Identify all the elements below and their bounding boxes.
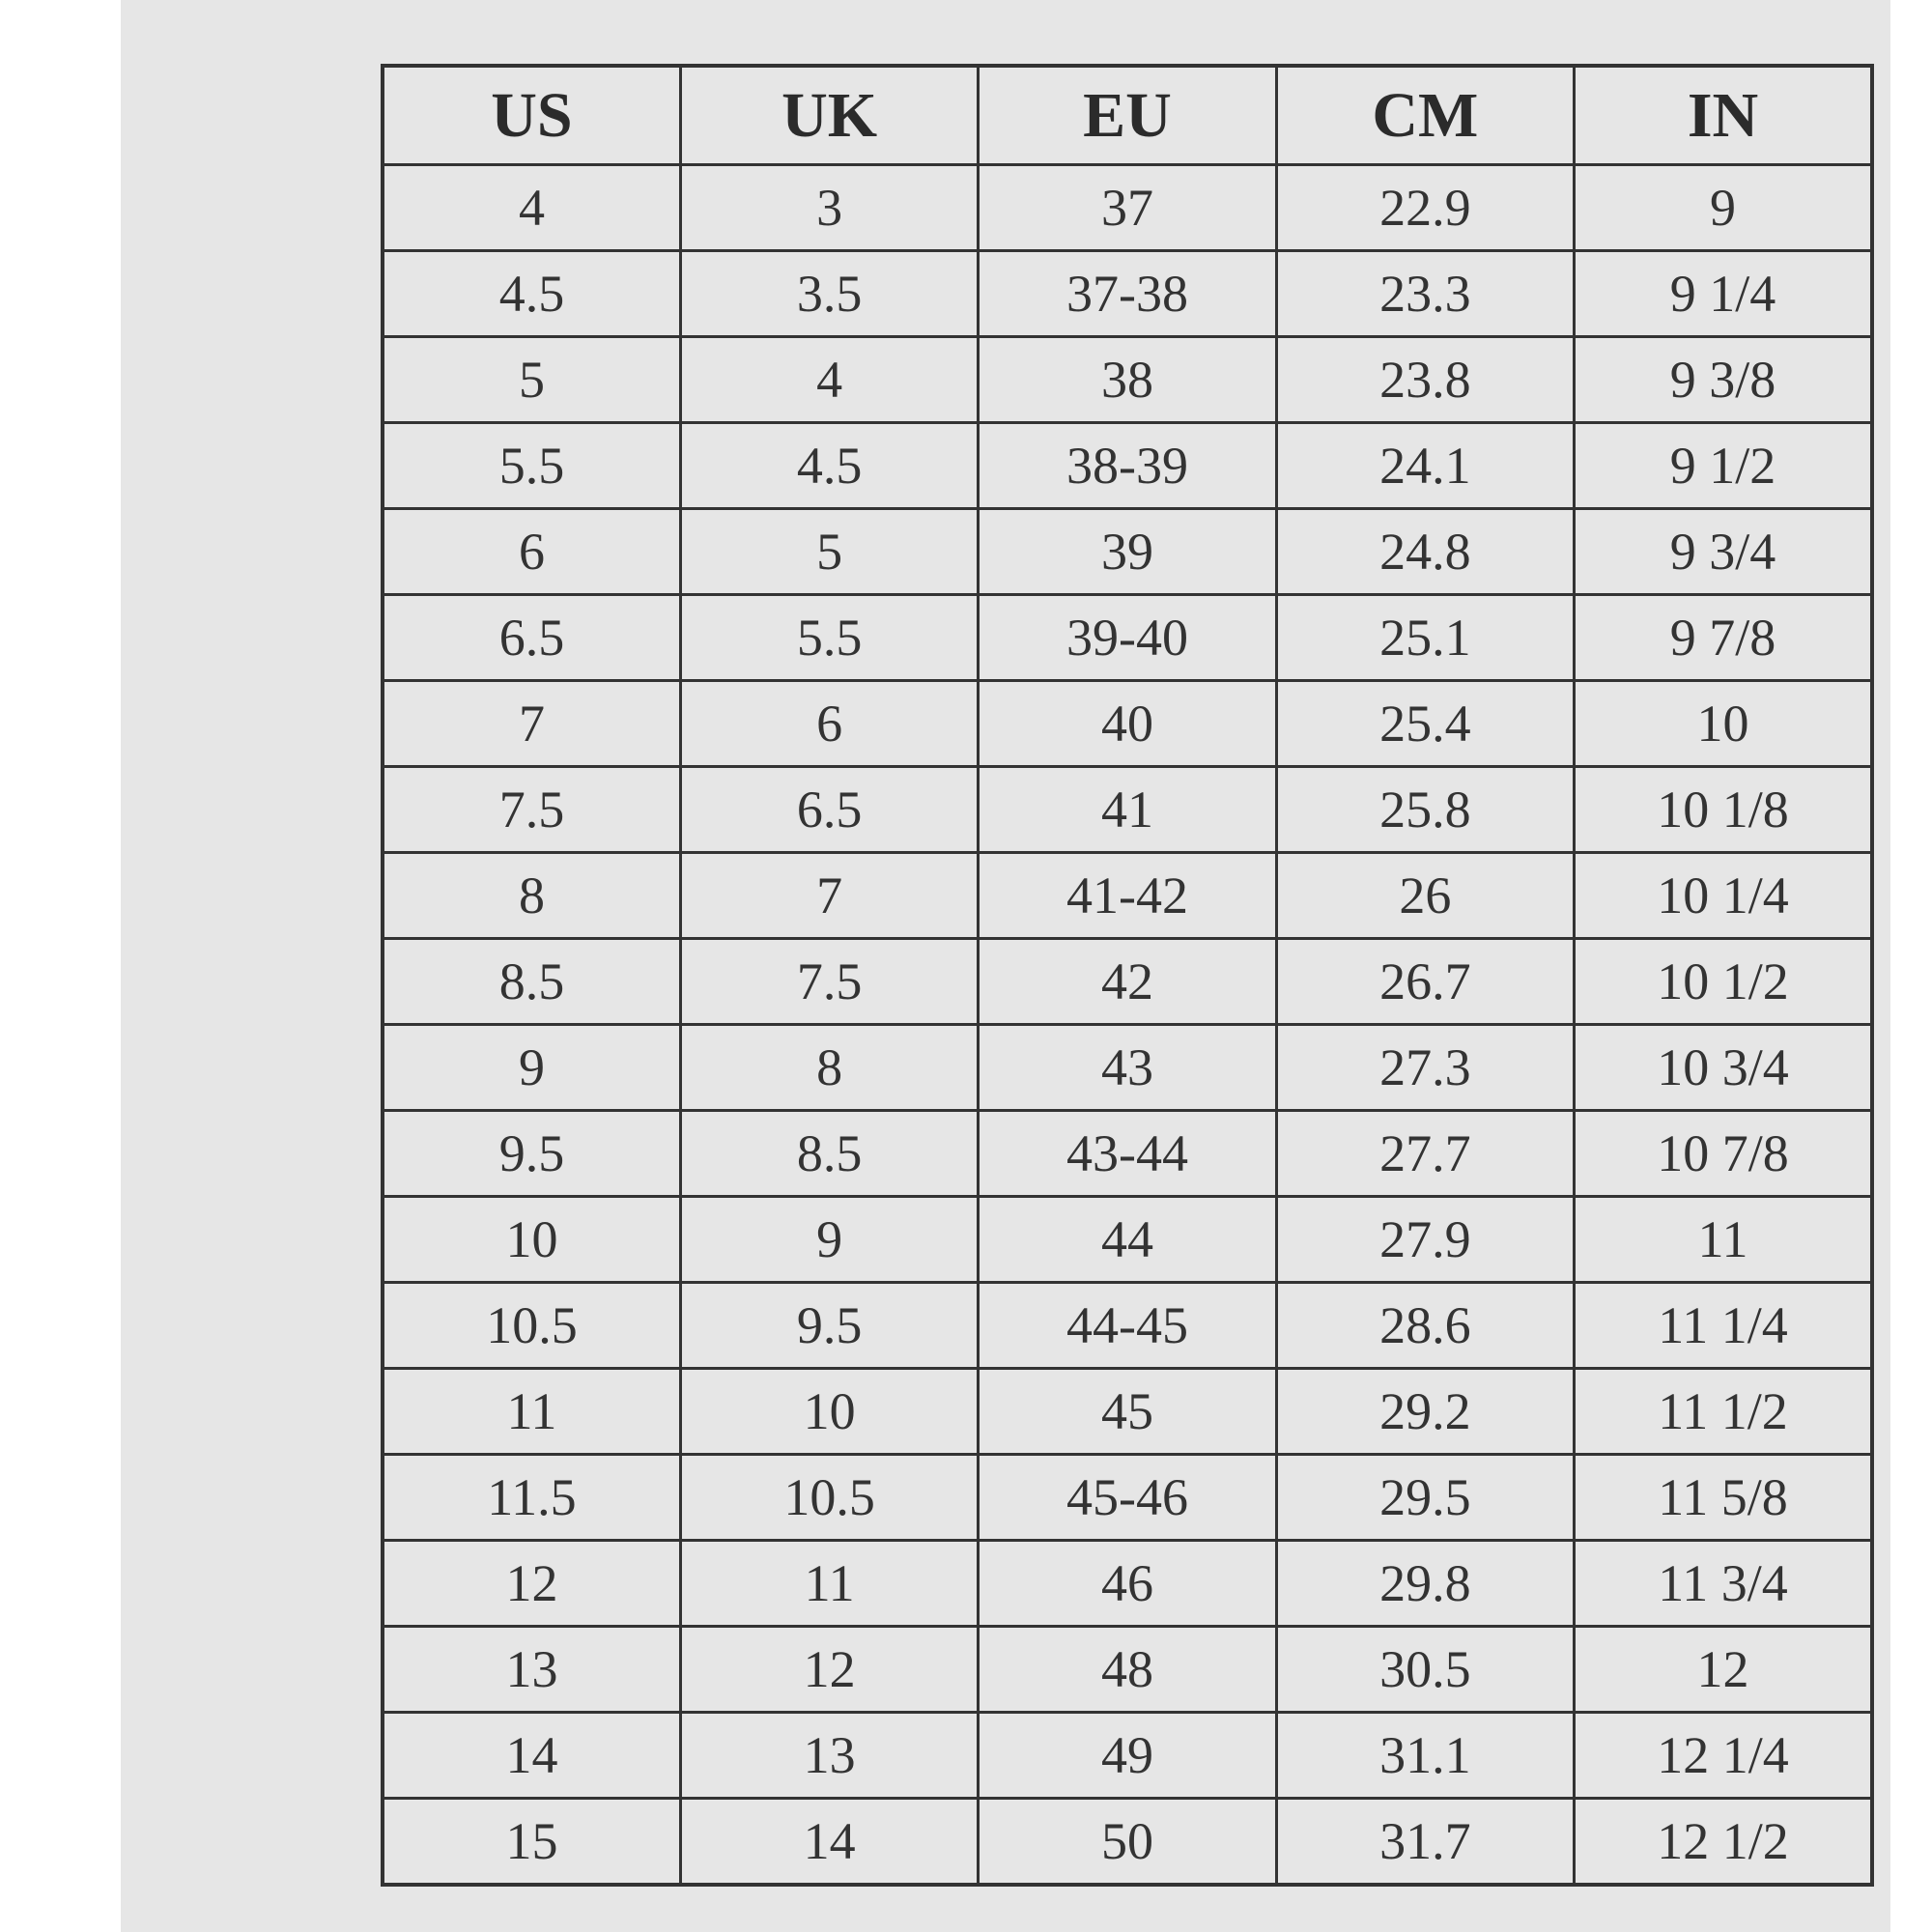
size-cell-cm: 24.1	[1276, 423, 1574, 509]
size-cell-uk: 8.5	[680, 1111, 978, 1197]
size-cell-eu: 43	[979, 1025, 1276, 1111]
size-cell-in: 11 5/8	[1575, 1455, 1872, 1541]
size-cell-cm: 29.2	[1276, 1369, 1574, 1455]
size-cell-cm: 27.7	[1276, 1111, 1574, 1197]
size-cell-eu: 41	[979, 767, 1276, 853]
size-cell-eu: 45-46	[979, 1455, 1276, 1541]
size-cell-uk: 8	[680, 1025, 978, 1111]
size-cell-in: 10	[1575, 681, 1872, 767]
size-cell-us: 7	[383, 681, 680, 767]
size-cell-eu: 41-42	[979, 853, 1276, 939]
size-cell-eu: 44-45	[979, 1283, 1276, 1369]
size-cell-us: 6	[383, 509, 680, 595]
size-cell-eu: 38-39	[979, 423, 1276, 509]
header-row	[383, 66, 1872, 165]
column-header-cm: CM	[1276, 66, 1574, 165]
table-row	[383, 337, 1872, 423]
size-cell-us: 10	[383, 1197, 680, 1283]
size-cell-eu: 37-38	[979, 251, 1276, 337]
size-cell-eu: 50	[979, 1799, 1276, 1886]
size-cell-in: 9	[1575, 165, 1872, 251]
size-cell-us: 10.5	[383, 1283, 680, 1369]
size-cell-uk: 5.5	[680, 595, 978, 681]
size-cell-cm: 26.7	[1276, 939, 1574, 1025]
column-header-in: IN	[1575, 66, 1872, 165]
size-cell-eu: 37	[979, 165, 1276, 251]
size-cell-uk: 3.5	[680, 251, 978, 337]
size-cell-cm: 25.1	[1276, 595, 1574, 681]
size-cell-uk: 7.5	[680, 939, 978, 1025]
size-cell-eu: 40	[979, 681, 1276, 767]
size-cell-us: 6.5	[383, 595, 680, 681]
size-cell-us: 11.5	[383, 1455, 680, 1541]
size-cell-cm: 23.3	[1276, 251, 1574, 337]
size-cell-uk: 10.5	[680, 1455, 978, 1541]
size-cell-us: 5.5	[383, 423, 680, 509]
column-header-us: US	[383, 66, 680, 165]
size-cell-in: 10 1/4	[1575, 853, 1872, 939]
table-row	[383, 939, 1872, 1025]
size-cell-uk: 9	[680, 1197, 978, 1283]
size-cell-cm: 27.3	[1276, 1025, 1574, 1111]
size-cell-us: 4	[383, 165, 680, 251]
size-cell-uk: 11	[680, 1541, 978, 1627]
size-cell-in: 11 1/4	[1575, 1283, 1872, 1369]
size-cell-us: 12	[383, 1541, 680, 1627]
table-row	[383, 251, 1872, 337]
size-cell-uk: 6.5	[680, 767, 978, 853]
size-cell-eu: 39	[979, 509, 1276, 595]
size-cell-uk: 6	[680, 681, 978, 767]
size-cell-eu: 39-40	[979, 595, 1276, 681]
table-row	[383, 595, 1872, 681]
size-cell-cm: 31.1	[1276, 1713, 1574, 1799]
table-header	[383, 66, 1872, 165]
size-cell-us: 9	[383, 1025, 680, 1111]
table-body	[383, 165, 1872, 1886]
size-cell-us: 11	[383, 1369, 680, 1455]
size-cell-cm: 25.8	[1276, 767, 1574, 853]
size-cell-eu: 46	[979, 1541, 1276, 1627]
size-cell-cm: 31.7	[1276, 1799, 1574, 1886]
size-cell-uk: 4	[680, 337, 978, 423]
table-row	[383, 423, 1872, 509]
size-cell-eu: 43-44	[979, 1111, 1276, 1197]
table-row	[383, 1799, 1872, 1886]
size-cell-uk: 10	[680, 1369, 978, 1455]
table-row	[383, 1541, 1872, 1627]
size-cell-cm: 28.6	[1276, 1283, 1574, 1369]
size-cell-us: 5	[383, 337, 680, 423]
size-cell-in: 12 1/2	[1575, 1799, 1872, 1886]
size-cell-cm: 27.9	[1276, 1197, 1574, 1283]
table-row	[383, 1713, 1872, 1799]
table-row	[383, 1197, 1872, 1283]
size-cell-uk: 5	[680, 509, 978, 595]
size-cell-uk: 14	[680, 1799, 978, 1886]
size-cell-in: 9 7/8	[1575, 595, 1872, 681]
size-cell-in: 10 7/8	[1575, 1111, 1872, 1197]
table-row	[383, 853, 1872, 939]
size-cell-eu: 48	[979, 1627, 1276, 1713]
shoe-size-table	[381, 64, 1874, 1887]
table-row	[383, 681, 1872, 767]
size-cell-cm: 24.8	[1276, 509, 1574, 595]
size-cell-us: 4.5	[383, 251, 680, 337]
size-cell-eu: 49	[979, 1713, 1276, 1799]
column-header-uk: UK	[680, 66, 978, 165]
size-cell-cm: 25.4	[1276, 681, 1574, 767]
size-cell-us: 9.5	[383, 1111, 680, 1197]
size-cell-us: 7.5	[383, 767, 680, 853]
size-chart-panel	[121, 0, 1890, 1932]
table-row	[383, 1111, 1872, 1197]
size-cell-in: 10 1/8	[1575, 767, 1872, 853]
size-cell-uk: 4.5	[680, 423, 978, 509]
table-row	[383, 767, 1872, 853]
table-row	[383, 1455, 1872, 1541]
size-cell-cm: 23.8	[1276, 337, 1574, 423]
size-cell-uk: 3	[680, 165, 978, 251]
table-row	[383, 1627, 1872, 1713]
size-cell-in: 12 1/4	[1575, 1713, 1872, 1799]
size-cell-in: 11	[1575, 1197, 1872, 1283]
size-cell-in: 9 3/8	[1575, 337, 1872, 423]
size-cell-eu: 44	[979, 1197, 1276, 1283]
size-cell-eu: 42	[979, 939, 1276, 1025]
size-cell-cm: 29.8	[1276, 1541, 1574, 1627]
size-cell-uk: 13	[680, 1713, 978, 1799]
size-cell-in: 11 3/4	[1575, 1541, 1872, 1627]
size-cell-cm: 22.9	[1276, 165, 1574, 251]
size-cell-in: 11 1/2	[1575, 1369, 1872, 1455]
column-header-eu: EU	[979, 66, 1276, 165]
size-cell-us: 8	[383, 853, 680, 939]
size-cell-uk: 7	[680, 853, 978, 939]
size-cell-in: 10 3/4	[1575, 1025, 1872, 1111]
size-cell-in: 9 1/4	[1575, 251, 1872, 337]
size-cell-cm: 30.5	[1276, 1627, 1574, 1713]
size-cell-in: 9 3/4	[1575, 509, 1872, 595]
size-cell-us: 15	[383, 1799, 680, 1886]
table-row	[383, 1025, 1872, 1111]
size-cell-uk: 12	[680, 1627, 978, 1713]
size-cell-uk: 9.5	[680, 1283, 978, 1369]
size-cell-cm: 29.5	[1276, 1455, 1574, 1541]
table-row	[383, 1369, 1872, 1455]
size-cell-us: 8.5	[383, 939, 680, 1025]
size-cell-eu: 38	[979, 337, 1276, 423]
size-cell-eu: 45	[979, 1369, 1276, 1455]
table-row	[383, 165, 1872, 251]
table-row	[383, 509, 1872, 595]
table-row	[383, 1283, 1872, 1369]
size-cell-us: 14	[383, 1713, 680, 1799]
size-cell-in: 12	[1575, 1627, 1872, 1713]
size-cell-in: 10 1/2	[1575, 939, 1872, 1025]
size-cell-cm: 26	[1276, 853, 1574, 939]
size-cell-in: 9 1/2	[1575, 423, 1872, 509]
size-cell-us: 13	[383, 1627, 680, 1713]
